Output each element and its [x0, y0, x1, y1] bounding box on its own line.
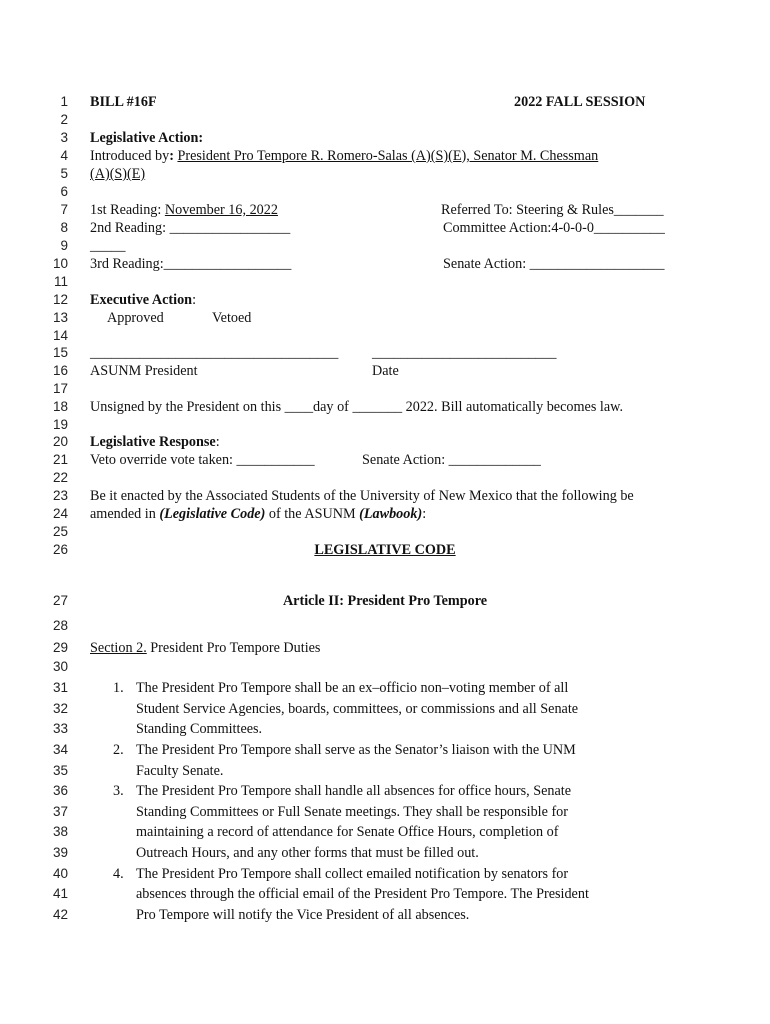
enactment-text-c: of the ASUNM	[265, 506, 360, 522]
line-24	[0, 505, 770, 523]
line-31	[0, 679, 770, 697]
line-36	[0, 782, 770, 800]
line-16	[0, 362, 770, 380]
line-number: 16	[52, 363, 68, 378]
line-12	[0, 291, 770, 309]
line-40	[0, 865, 770, 883]
line-number: 7	[60, 202, 68, 217]
response-senate-action: Senate Action: _____________	[362, 452, 541, 468]
line-number: 15	[52, 345, 68, 360]
list-item-text: Faculty Senate.	[136, 763, 224, 779]
line-number: 36	[52, 783, 68, 798]
line-number: 13	[52, 310, 68, 325]
line-number: 21	[52, 452, 68, 467]
line-number: 38	[52, 824, 68, 839]
line-39	[0, 844, 770, 862]
line-number: 11	[53, 274, 68, 289]
list-item-text: Standing Committees.	[136, 721, 263, 737]
section-heading	[90, 639, 320, 657]
line-number: 1	[60, 94, 68, 109]
sponsors-line-a: President Pro Tempore R. Romero-Salas (A)(S)(E), Senator M. Chessman	[177, 148, 599, 164]
line-number: 39	[52, 845, 68, 860]
line-number: 23	[52, 488, 68, 503]
line-number: 10	[52, 256, 68, 271]
list-item-text: absences through the official email of the President Pro Tempore. The President	[136, 886, 589, 902]
list-item-number: 1.	[113, 680, 124, 696]
list-item-text: The President Pro Tempore shall be an ex–officio non–voting member of all	[136, 680, 569, 696]
line-number: 3	[60, 130, 68, 145]
line-number: 12	[52, 292, 68, 307]
line-number: 25	[52, 524, 68, 539]
line-7	[0, 201, 770, 219]
line-17	[0, 380, 770, 398]
line-number: 34	[52, 742, 68, 757]
line-2	[0, 111, 770, 129]
list-item-number: 4.	[113, 866, 124, 882]
section-title: President Pro Tempore Duties	[146, 640, 321, 656]
line-number: 17	[52, 381, 68, 396]
third-reading: 3rd Reading:__________________	[90, 256, 292, 272]
article-title: Article II: President Pro Tempore	[282, 593, 488, 609]
list-item-text: maintaining a record of attendance for Senate Office Hours, completion of	[136, 824, 559, 840]
legislative-action-heading: Legislative Action:	[90, 130, 204, 146]
line-number: 26	[52, 542, 68, 557]
unsigned-text: Unsigned by the President on this ____day of _______ 2022. Bill automatically becomes law.	[90, 399, 624, 415]
line-number: 9	[60, 238, 68, 253]
list-item-number: 2.	[113, 742, 124, 758]
legislative-response-title: Legislative Response	[90, 434, 216, 450]
session-label: 2022 FALL SESSION	[514, 94, 646, 110]
enactment-line-1: Be it enacted by the Associated Students of the University of New Mexico that the following be	[90, 488, 634, 504]
enactment-line-2	[90, 505, 426, 523]
line-number: 22	[52, 470, 68, 485]
line-4	[0, 147, 770, 165]
line-number: 19	[52, 417, 68, 432]
line-18	[0, 398, 770, 416]
line-3	[0, 129, 770, 147]
line-22	[0, 469, 770, 487]
line-38	[0, 823, 770, 841]
line-14	[0, 327, 770, 345]
enactment-text-a: amended in	[90, 506, 160, 522]
legislative-response-colon: :	[215, 434, 220, 450]
first-reading	[90, 201, 278, 219]
enactment-text-e: :	[422, 506, 427, 522]
line-number: 5	[60, 166, 68, 181]
line-number: 33	[52, 721, 68, 736]
line-number: 14	[52, 328, 68, 343]
line-number: 8	[60, 220, 68, 235]
line-number: 29	[52, 640, 68, 655]
approved-label: Approved	[107, 310, 164, 326]
line-41	[0, 885, 770, 903]
executive-action-colon: :	[192, 292, 197, 308]
list-item-text: The President Pro Tempore shall collect emailed notification by senators for	[136, 866, 569, 882]
legislative-code-ref: (Legislative Code)	[159, 506, 266, 522]
line-37	[0, 803, 770, 821]
list-item-text: Pro Tempore will notify the Vice President of all absences.	[136, 907, 470, 923]
line-19	[0, 416, 770, 434]
line-21	[0, 451, 770, 469]
date-label: Date	[372, 363, 399, 379]
line-number: 24	[52, 506, 68, 521]
list-item-text: The President Pro Tempore shall handle all absences for office hours, Senate	[136, 783, 572, 799]
line-26	[0, 541, 770, 559]
list-item-text: Outreach Hours, and any other forms that must be filled out.	[136, 845, 479, 861]
line-34	[0, 741, 770, 759]
first-reading-date: November 16, 2022	[164, 202, 278, 218]
list-item-text: Student Service Agencies, boards, committees, or commissions and all Senate	[136, 701, 579, 717]
line-number: 40	[52, 866, 68, 881]
list-item-text: Standing Committees or Full Senate meetings. They shall be responsible for	[136, 804, 568, 820]
line-28	[0, 617, 770, 635]
line-11	[0, 273, 770, 291]
introduced-colon: :	[169, 148, 174, 164]
list-item-number: 3.	[113, 783, 124, 799]
executive-action-title: Executive Action	[90, 292, 193, 308]
line-number: 20	[52, 434, 68, 449]
president-label: ASUNM President	[90, 363, 198, 379]
line-number: 32	[52, 701, 68, 716]
first-reading-label: 1st Reading:	[90, 202, 165, 218]
line-number: 18	[52, 399, 68, 414]
line-10	[0, 255, 770, 273]
line-29	[0, 639, 770, 657]
line-number: 28	[52, 618, 68, 633]
line-1	[0, 93, 770, 111]
line-number: 30	[52, 659, 68, 674]
line-9	[0, 237, 770, 255]
introduced-by	[90, 147, 598, 165]
vetoed-label: Vetoed	[212, 310, 252, 326]
line-20	[0, 433, 770, 451]
line-number: 6	[60, 184, 68, 199]
line-15	[0, 344, 770, 362]
line-23	[0, 487, 770, 505]
signature-line: ___________________________________	[90, 345, 339, 361]
section-label: Section 2.	[90, 640, 147, 656]
line-number: 31	[52, 680, 68, 695]
list-item-text: The President Pro Tempore shall serve as the Senator’s liaison with the UNM	[136, 742, 576, 758]
line-30	[0, 658, 770, 676]
senate-action: Senate Action: ___________________	[443, 256, 665, 272]
line-5	[0, 165, 770, 183]
introduced-label: Introduced by	[90, 148, 170, 164]
bill-number: BILL #16F	[90, 94, 157, 110]
sponsors-line-b: (A)(S)(E)	[90, 166, 146, 182]
lawbook-ref: (Lawbook)	[359, 506, 423, 522]
line-25	[0, 523, 770, 541]
second-reading: 2nd Reading: _________________	[90, 220, 291, 236]
line-number: 35	[52, 763, 68, 778]
line-number: 27	[52, 593, 68, 608]
line-27	[0, 592, 770, 610]
line-number: 41	[52, 886, 68, 901]
line-13	[0, 309, 770, 327]
veto-override: Veto override vote taken: ___________	[90, 452, 315, 468]
line-number: 37	[52, 804, 68, 819]
code-title: LEGISLATIVE CODE	[314, 542, 456, 558]
line-35	[0, 762, 770, 780]
legislative-response-heading	[90, 433, 220, 451]
line-8	[0, 219, 770, 237]
line-6	[0, 183, 770, 201]
second-reading-blank-cont: _____	[90, 238, 126, 254]
line-number: 4	[60, 148, 68, 163]
line-32	[0, 700, 770, 718]
line-33	[0, 720, 770, 738]
date-line: __________________________	[372, 345, 557, 361]
committee-action: Committee Action:4-0-0-0__________	[443, 220, 665, 236]
line-42	[0, 906, 770, 924]
referred-to: Referred To: Steering & Rules_______	[441, 202, 664, 218]
line-number: 2	[60, 112, 68, 127]
executive-action-heading	[90, 291, 196, 309]
line-number: 42	[52, 907, 68, 922]
